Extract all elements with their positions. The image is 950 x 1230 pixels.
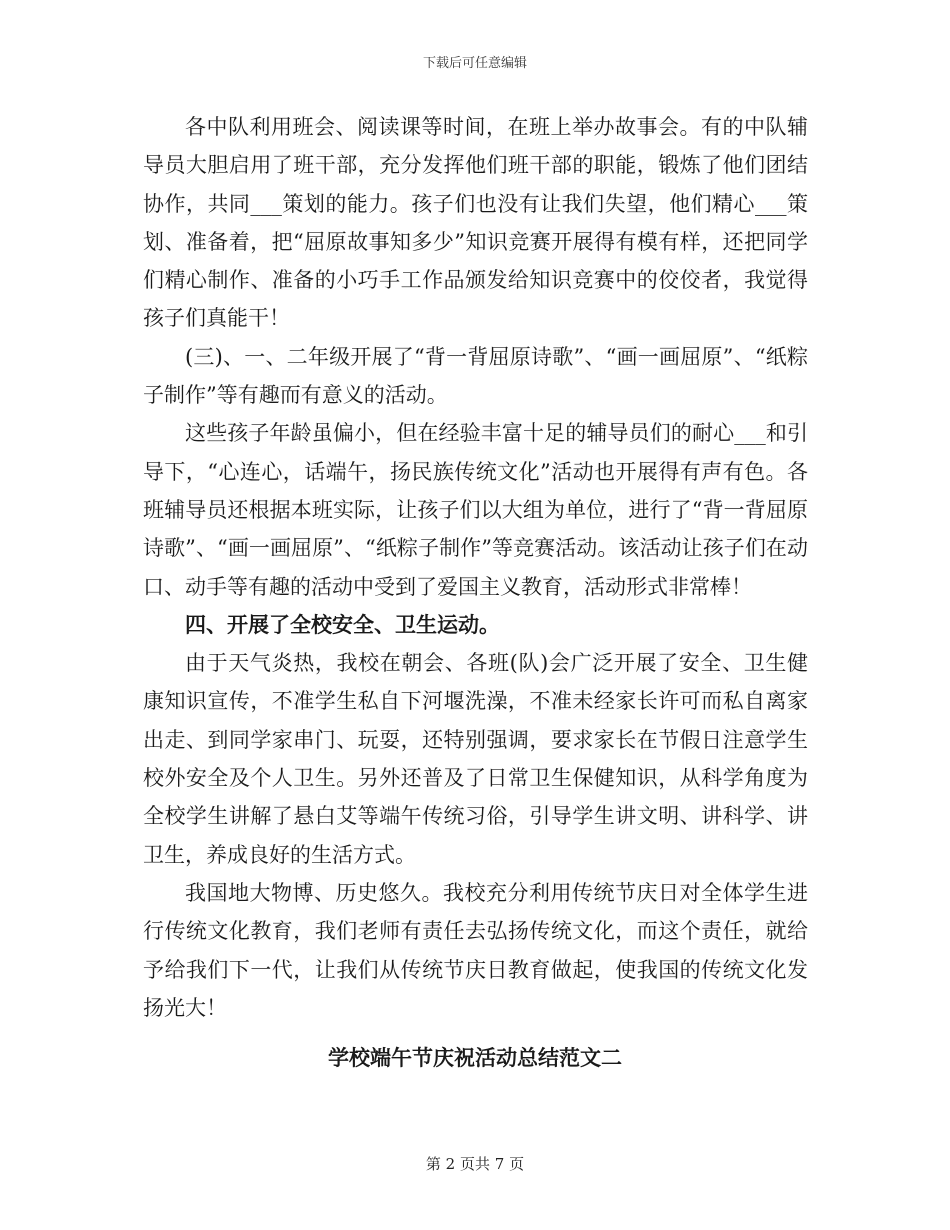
page-footer: 第 2 页共 7 页: [425, 1155, 525, 1173]
paragraph-safety-hygiene: 由于天气炎热，我校在朝会、各班(队)会广泛开展了安全、卫生健康知识宣传，不准学生私自下河堰洗澡，不准未经家长许可而私自离家出走、到同学家串门、玩耍，还特别强调，要求家长在节假日注意学生校外安全及个人卫生。另外还普及了日常卫生保健知识，从科学角度为全校学生讲解了悬白艾等端午传统习俗，引导学生讲文明、讲科学、讲卫生，养成良好的生活方式。: [143, 651, 808, 867]
paragraph-grade-activities: (三)、一、二年级开展了“背一背屈原诗歌”、“画一画屈原”、“纸粽子制作”等有趣而有意义的活动。: [143, 344, 808, 408]
paragraph-conclusion: 我国地大物博、历史悠久。我校充分利用传统节庆日对全体学生进行传统文化教育，我们老师有责任去弘扬传统文化，而这个责任，就给予给我们下一代，让我们从传统节庆日教育做起，使我国的传统文化发扬光大！: [143, 880, 808, 1020]
document-body: [143, 108, 808, 1027]
section-title: 学校端午节庆祝活动总结范文二: [328, 1045, 622, 1070]
page-header: 下载后可任意编辑: [422, 56, 527, 71]
paragraph-young-children: 这些孩子年龄虽偏小，但在经验丰富十足的辅导员们的耐心___和引导下，“心连心，话端午，扬民族传统文化”活动也开展得有声有色。各班辅导员还根据本班实际，让孩子们以大组为单位，进行了“背一背屈原诗歌”、“画一画屈原”、“纸粽子制作”等竞赛活动。该活动让孩子们在动口、动手等有趣的活动中受到了爱国主义教育，活动形式非常棒！: [143, 421, 808, 599]
section-heading-safety: 四、开展了全校安全、卫生运动。: [185, 611, 500, 637]
paragraph-story-meeting: 各中队利用班会、阅读课等时间，在班上举办故事会。有的中队辅导员大胆启用了班干部，充分发挥他们班干部的职能，锻炼了他们团结协作，共同___策划的能力。孩子们也没有让我们失望，他们精心___策划、准备着，把“屈原故事知多少”知识竞赛开展得有模有样，还把同学们精心制作、准备的小巧手工作品颁发给知识竞赛中的佼佼者，我觉得孩子们真能干！: [143, 115, 808, 331]
